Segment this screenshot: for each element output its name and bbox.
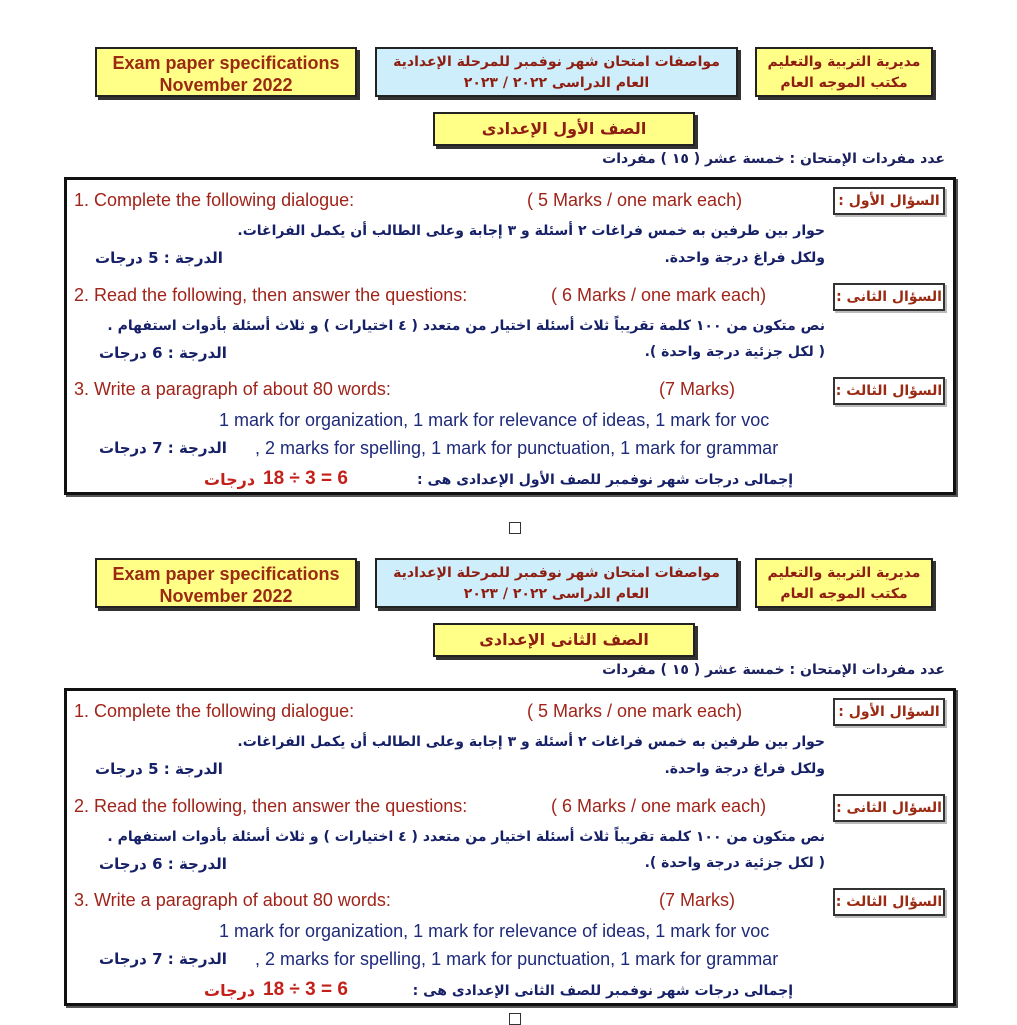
question-2-desc-2: ( لكل جزئية درجة واحدة ). (644, 855, 825, 871)
item-count: عدد مفردات الإمتحان : خمسة عشر ( ١٥ ) مفردات (602, 151, 945, 167)
question-3-rubric-2: , 2 marks for spelling, 1 mark for punctuation, 1 mark for grammar (255, 949, 779, 969)
total-calculation: 18 ÷ 3 = 6 (263, 979, 348, 1000)
question-3-title: 3. Write a paragraph of about 80 words: (74, 890, 391, 910)
question-2-desc-2: ( لكل جزئية درجة واحدة ). (644, 344, 825, 360)
question-1-label: السؤال الأول : (833, 187, 945, 215)
question-2-grade: الدرجة : 6 درجات (99, 344, 227, 362)
question-2-desc: نص متكون من ١٠٠ كلمة تقريباً ثلاث أسئلة اختيار من متعدد ( ٤ اختيارات ) و ثلاث أسئلة بأدوات استفهام . (107, 318, 825, 334)
question-1-desc: حوار بين طرفين به خمس فراغات ٢ أسئلة و ٣ إجابة وعلى الطالب أن يكمل الفراغات. (237, 223, 825, 239)
question-3-rubric-2: , 2 marks for spelling, 1 mark for punctuation, 1 mark for grammar (255, 438, 779, 458)
grade-title: الصف الثانى الإعدادى (479, 630, 649, 649)
total-calculation: 18 ÷ 3 = 6 (263, 468, 348, 489)
total-label: إجمالى درجات شهر نوفمبر للصف الأول الإعدادى هى : (416, 472, 793, 488)
sheet-second-prep (0, 511, 1017, 1016)
question-2-title: 2. Read the following, then answer the questions: (74, 796, 468, 816)
question-3-grade: الدرجة : 7 درجات (99, 950, 227, 968)
exam-spec-title-box (95, 47, 357, 97)
specs-arabic-line1: مواصفات امتحان شهر نوفمبر للمرحلة الإعدادية (393, 54, 720, 70)
question-3-label: السؤال الثالث : (833, 888, 945, 916)
question-1-desc-2: ولكل فراغ درجة واحدة. (664, 761, 825, 777)
total-unit: درجات (204, 981, 256, 1000)
question-1-marks: ( 5 Marks / one mark each) (527, 701, 743, 721)
question-1-title: 1. Complete the following dialogue: (74, 701, 355, 721)
question-1-marks: ( 5 Marks / one mark each) (527, 190, 743, 210)
total-label: إجمالى درجات شهر نوفمبر للصف الثانى الإعدادى هى : (412, 983, 793, 999)
directorate-name: مديرية التربية والتعليم (767, 565, 921, 581)
specs-arabic-box (375, 47, 738, 97)
exam-spec-line1: Exam paper specifications (112, 564, 340, 584)
supervisor-office: مكتب الموجه العام (780, 586, 908, 602)
academic-year: العام الدراسى ٢٠٢٢ / ٢٠٢٣ (463, 586, 650, 602)
question-3-rubric-1: 1 mark for organization, 1 mark for relevance of ideas, 1 mark for voc (219, 410, 770, 430)
question-1-desc: حوار بين طرفين به خمس فراغات ٢ أسئلة و ٣ إجابة وعلى الطالب أن يكمل الفراغات. (237, 734, 825, 750)
directorate-name: مديرية التربية والتعليم (767, 54, 921, 70)
question-3-rubric-1: 1 mark for organization, 1 mark for relevance of ideas, 1 mark for voc (219, 921, 770, 941)
questions-frame (64, 688, 956, 1006)
specs-arabic-box (375, 558, 738, 608)
exam-spec-line1: Exam paper specifications (112, 53, 340, 73)
exam-spec-line2: November 2022 (159, 75, 293, 95)
question-1-desc-2: ولكل فراغ درجة واحدة. (664, 250, 825, 266)
question-3-label: السؤال الثالث : (833, 377, 945, 405)
question-1-title: 1. Complete the following dialogue: (74, 190, 355, 210)
question-2-marks: ( 6 Marks / one mark each) (551, 285, 767, 305)
question-2-marks: ( 6 Marks / one mark each) (551, 796, 767, 816)
question-3-marks: (7 Marks) (659, 890, 735, 910)
question-1-grade: الدرجة : 5 درجات (95, 760, 223, 778)
question-3-grade: الدرجة : 7 درجات (99, 439, 227, 457)
question-2-desc: نص متكون من ١٠٠ كلمة تقريباً ثلاث أسئلة اختيار من متعدد ( ٤ اختيارات ) و ثلاث أسئلة بأدوات استفهام . (107, 829, 825, 845)
question-2-title: 2. Read the following, then answer the questions: (74, 285, 468, 305)
total-unit: درجات (204, 470, 256, 489)
exam-spec-title-box (95, 558, 357, 608)
item-count: عدد مفردات الإمتحان : خمسة عشر ( ١٥ ) مفردات (602, 662, 945, 678)
grade-title-box (433, 623, 695, 657)
question-2-grade: الدرجة : 6 درجات (99, 855, 227, 873)
academic-year: العام الدراسى ٢٠٢٢ / ٢٠٢٣ (463, 75, 650, 91)
questions-frame (64, 177, 956, 495)
exam-spec-line2: November 2022 (159, 586, 293, 606)
grade-title-box (433, 112, 695, 146)
question-3-marks: (7 Marks) (659, 379, 735, 399)
sheet-first-prep (0, 0, 1017, 505)
grade-title: الصف الأول الإعدادى (481, 119, 647, 138)
supervisor-office: مكتب الموجه العام (780, 75, 908, 91)
separator-checkbox-bottom (509, 1013, 521, 1025)
directorate-box (755, 47, 933, 97)
question-1-grade: الدرجة : 5 درجات (95, 249, 223, 267)
question-2-label: السؤال الثانى : (833, 283, 945, 311)
question-1-label: السؤال الأول : (833, 698, 945, 726)
specs-arabic-line1: مواصفات امتحان شهر نوفمبر للمرحلة الإعدادية (393, 565, 720, 581)
question-2-label: السؤال الثانى : (833, 794, 945, 822)
question-3-title: 3. Write a paragraph of about 80 words: (74, 379, 391, 399)
directorate-box (755, 558, 933, 608)
